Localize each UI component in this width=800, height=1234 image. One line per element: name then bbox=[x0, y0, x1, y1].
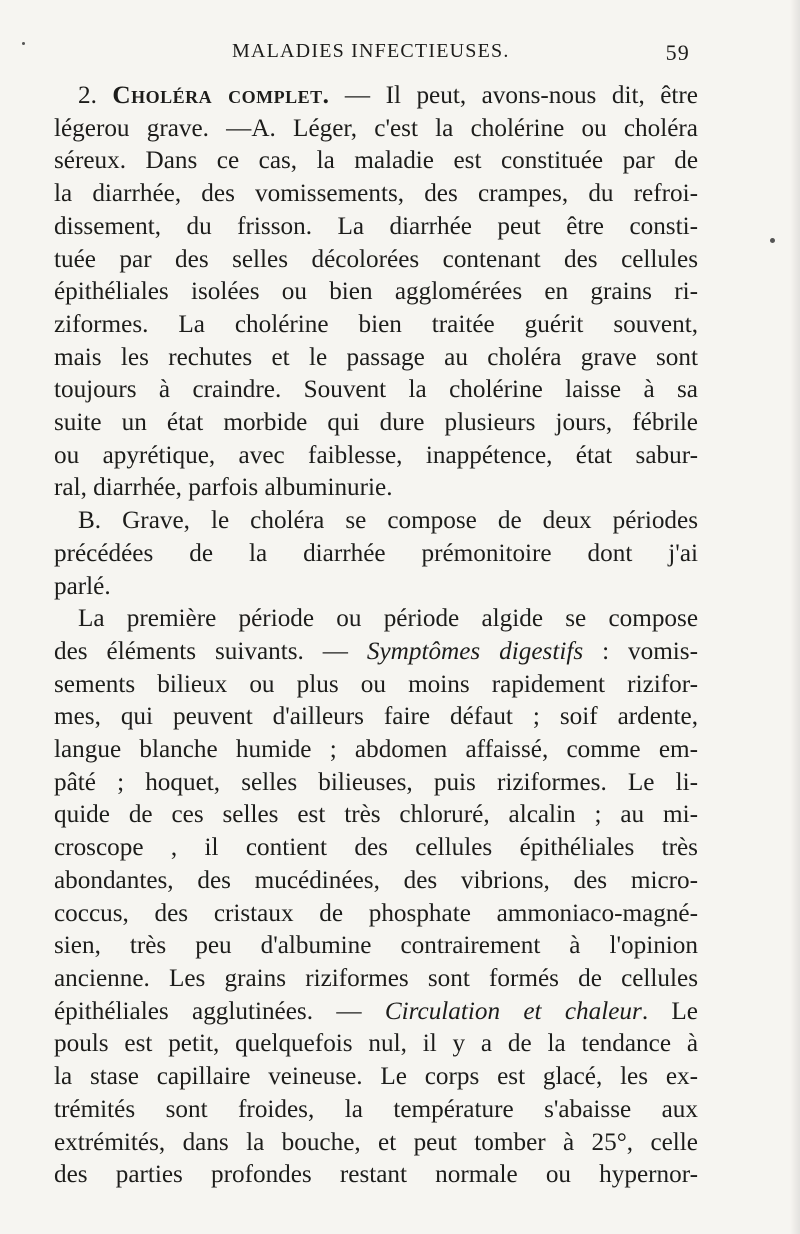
text-line: pouls est petit, quelquefois nul, il y a de la tendance à bbox=[54, 1030, 698, 1058]
print-speck bbox=[22, 42, 25, 45]
text-line: précédées de la diarrhée prémonitoire dont j'ai bbox=[54, 539, 698, 567]
text-line: des parties profondes restant normale ou hypernor- bbox=[54, 1161, 698, 1189]
text-line: mes, qui peuvent d'ailleurs faire défaut ; soif ardente, bbox=[54, 703, 698, 731]
text-line: sements bilieux ou plus ou moins rapidement rizifor- bbox=[54, 670, 698, 698]
text-line: tuée par des selles décolorées contenant des cellules bbox=[54, 245, 698, 273]
text-line: la stase capillaire veineuse. Le corps est glacé, les ex- bbox=[54, 1063, 698, 1091]
text-line: toujours à craindre. Souvent la cholérine laisse à sa bbox=[54, 376, 698, 404]
page-number: 59 bbox=[665, 40, 690, 65]
text-line: B. Grave, le choléra se compose de deux périodes bbox=[78, 507, 698, 535]
print-speck bbox=[770, 238, 775, 243]
text-line: mais les rechutes et le passage au choléra grave sont bbox=[54, 343, 698, 371]
running-header bbox=[232, 36, 690, 68]
text-line: suite un état morbide qui dure plusieurs jours, fébrile bbox=[54, 409, 698, 437]
text-line: 2. Choléra complet. — Il peut, avons-nous dit, être bbox=[78, 82, 698, 109]
text-line: la diarrhée, des vomissements, des crampes, du refroi- bbox=[54, 180, 698, 208]
text-line: séreux. Dans ce cas, la maladie est constituée par de bbox=[54, 147, 698, 175]
text-line: ancienne. Les grains riziformes sont formés de cellules bbox=[54, 964, 698, 992]
text-line: pâté ; hoquet, selles bilieuses, puis riziformes. Le li- bbox=[54, 768, 698, 796]
body-text bbox=[54, 80, 698, 1192]
text-line: coccus, des cristaux de phosphate ammoniaco-magné- bbox=[54, 899, 698, 927]
text-line: croscope , il contient des cellules épithéliales très bbox=[54, 834, 698, 862]
text-line: La première période ou période algide se compose bbox=[78, 605, 698, 633]
text-line: extrémités, dans la bouche, et peut tomber à 25°, celle bbox=[54, 1128, 698, 1156]
text-line: dissement, du frisson. La diarrhée peut être consti- bbox=[54, 212, 698, 240]
text-line: ziformes. La cholérine bien traitée guérit souvent, bbox=[54, 310, 698, 338]
running-title: MALADIES INFECTIEUSES. bbox=[232, 40, 510, 62]
text-line: légerou grave. —A. Léger, c'est la cholérine ou choléra bbox=[54, 114, 698, 142]
text-line: quide de ces selles est très chloruré, alcalin ; au mi- bbox=[54, 801, 698, 829]
text-line: épithéliales agglutinées. — Circulation et chaleur. Le bbox=[54, 997, 698, 1025]
text-line: sien, très peu d'albumine contrairement à l'opinion bbox=[54, 932, 698, 960]
text-line: langue blanche humide ; abdomen affaissé, comme em- bbox=[54, 736, 698, 764]
text-line: ral, diarrhée, parfois albuminurie. bbox=[54, 474, 393, 502]
text-line: trémités sont froides, la température s'abaisse aux bbox=[54, 1095, 698, 1123]
text-line: épithéliales isolées ou bien agglomérées en grains ri- bbox=[54, 278, 698, 306]
text-line: parlé. bbox=[54, 572, 111, 600]
text-line: des éléments suivants. — Symptômes digestifs : vomis- bbox=[54, 637, 698, 665]
page-edge-shadow bbox=[790, 0, 800, 1234]
text-line: abondantes, des mucédinées, des vibrions, des micro- bbox=[54, 866, 698, 894]
text-line: ou apyrétique, avec faiblesse, inappétence, état sabur- bbox=[54, 441, 698, 469]
